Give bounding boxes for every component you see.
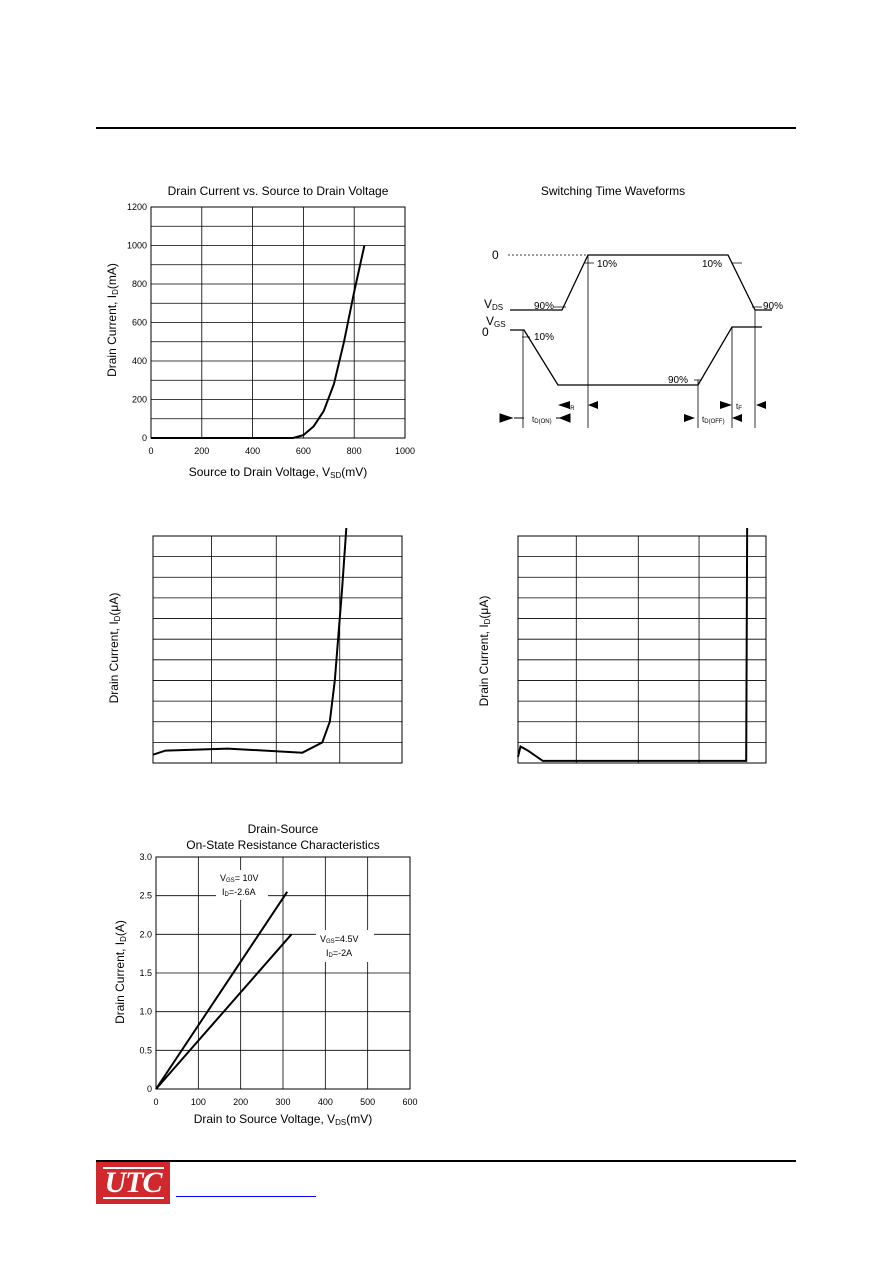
chart-drain-current-ua-left [100,528,420,783]
utc-logo [96,1162,170,1204]
chart5-annotations [216,870,374,962]
pct-10-b: 10% [702,259,723,270]
utc-logo-text: UTC [104,1166,162,1199]
chart1-ytick: 400 [131,356,147,366]
tdoff-label: tD(OFF) [702,415,725,425]
footer-link-underline[interactable] [176,1196,316,1197]
chart5-ytick: 2.5 [139,890,152,901]
chart5-ytick: 1.5 [139,968,152,978]
pct-90-a: 90% [534,301,555,312]
chart-on-state-resistance [100,818,430,1138]
zero-left-label: 0 [482,325,489,339]
vds-label: VDS [484,297,504,312]
chart3-svg [100,528,420,778]
tdon-label: tD(ON) [532,415,552,425]
chart1-ytick: 200 [131,394,147,405]
chart1-ylabel: Drain Current, ID(mA) [105,263,120,377]
chart1-xtick: 1000 [394,446,416,456]
chart1-ytick: 1000 [126,240,147,251]
chart5-xtick: 300 [275,1097,291,1107]
chart5-subtitle: On-State Resistance Characteristics [186,838,380,852]
annotation-id-2-6a: ID=-2.6A [222,887,256,898]
chart2-svg [470,180,800,440]
chart1-svg [100,180,430,485]
annotation-vgs-4-5v: VGS=4.5V [320,934,359,945]
chart5-ytick: 2.0 [139,929,152,940]
chart1-xtick: 200 [194,446,210,456]
chart-switching-waveforms [470,180,800,445]
chart5-ytick: 0 [146,1084,152,1094]
chart5-title: Drain-Source [247,822,319,836]
chart5-xtick: 0 [153,1097,159,1107]
chart3-frame [153,536,402,763]
chart1-xtick: 800 [346,446,362,456]
chart1-ytick: 1200 [126,202,147,212]
chart3-series-0 [153,528,350,755]
footer-rule [96,1160,796,1162]
chart5-ytick: 1.0 [139,1006,152,1017]
chart-drain-current-vs-sd-voltage [100,180,430,490]
pct-10-a: 10% [597,259,618,270]
header-rule [96,127,796,129]
chart5-ytick: 0.5 [139,1045,152,1056]
chart1-xtick: 400 [245,446,261,456]
chart2-title: Switching Time Waveforms [540,184,686,198]
pct-10-c: 10% [534,332,555,343]
chart4-frame [518,536,766,763]
chart1-xtick: 0 [148,446,154,456]
chart5-xlabel: Drain to Source Voltage, VDS(mV) [193,1112,373,1127]
chart1-title: Drain Current vs. Source to Drain Voltage [167,184,389,198]
chart1-ytick: 800 [131,279,147,289]
annotation-id-2a: ID=-2A [326,948,353,959]
chart1-ytick: 600 [131,317,147,328]
annotation-vgs-10v: VGS= 10V [220,873,259,884]
chart5-ytick: 3.0 [139,852,152,862]
chart5-xtick: 100 [190,1097,206,1107]
pct-90-c: 90% [668,375,689,386]
chart4-series-0 [518,528,749,761]
pct-90-b: 90% [763,301,784,312]
chart1-ytick: 0 [141,433,147,443]
chart1-xtick: 600 [295,446,311,456]
chart5-xtick: 400 [317,1097,333,1107]
tr-label: tR [568,402,575,412]
chart1-xlabel: Source to Drain Voltage, VSD(mV) [188,465,368,480]
chart-drain-current-ua-right [470,528,790,783]
chart3-ylabel: Drain Current, ID(μA) [107,592,122,704]
tick-marks [522,263,762,380]
chart5-ylabel: Drain Current, ID(A) [113,920,128,1024]
chart4-svg [470,528,790,778]
zero-top-label: 0 [492,248,499,262]
vgs-label: VGS [486,314,506,329]
chart5-svg [100,818,430,1133]
chart5-xtick: 600 [402,1097,418,1107]
chart5-xtick: 500 [360,1097,376,1107]
tf-label: tF [736,402,742,412]
chart5-xtick: 200 [233,1097,249,1107]
chart5-series-0 [156,892,287,1089]
chart4-ylabel: Drain Current, ID(μA) [477,595,492,707]
